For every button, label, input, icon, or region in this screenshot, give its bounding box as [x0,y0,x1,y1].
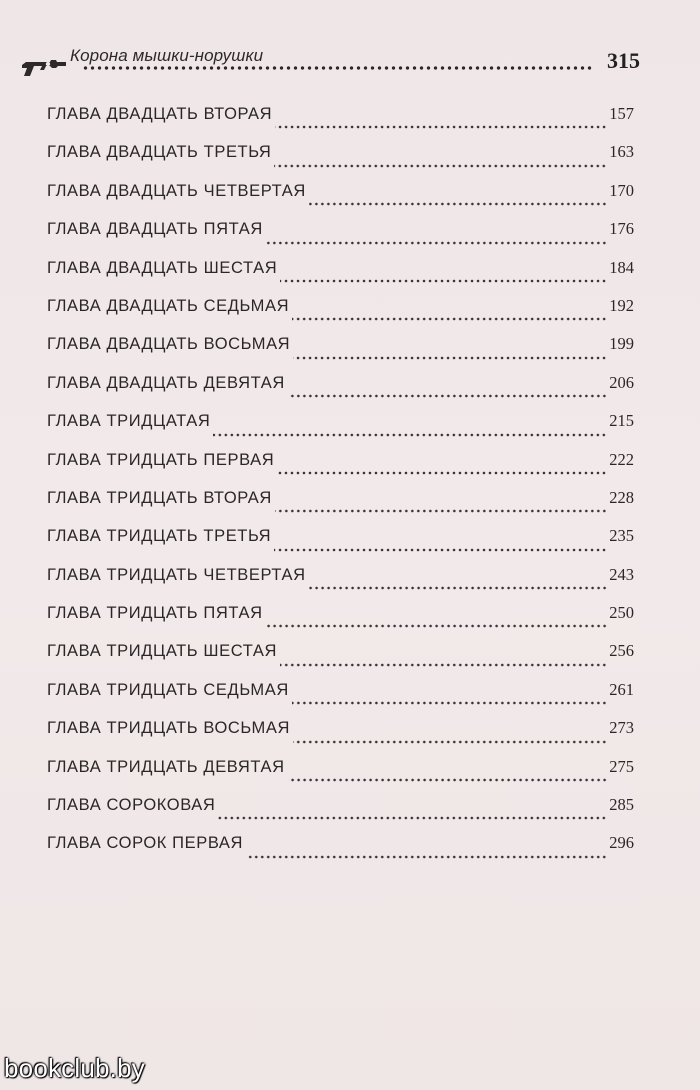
toc-entry-title: ГЛАВА ДВАДЦАТЬ ШЕСТАЯ [47,258,278,277]
toc-entry-page: 157 [609,104,634,123]
toc-entry [47,488,634,526]
toc-entry-title: ГЛАВА ТРИДЦАТЬ ВТОРАЯ [47,488,272,507]
toc-entry-title: ГЛАВА ТРИДЦАТЬ ВОСЬМАЯ [47,719,290,738]
toc-entry-title: ГЛАВА ДВАДЦАТЬ ТРЕТЬЯ [47,143,272,162]
toc-entry-page: 273 [609,718,634,738]
toc-entry-page: 199 [609,334,634,354]
toc-dot-leader [309,202,607,206]
running-title: Корона мышки-норушки [70,46,264,65]
toc-entry-title: ГЛАВА ДВАДЦАТЬ ЧЕТВЕРТАЯ [47,181,306,200]
page-number: 315 [607,48,640,73]
toc-entry [47,795,634,833]
toc-entry-title: ГЛАВА ТРИДЦАТЬ ТРЕТЬЯ [47,527,272,546]
toc-entry [47,718,634,756]
toc-entry-page: 228 [609,487,634,507]
toc-entry [47,258,634,296]
toc-entry-title: ГЛАВА ТРИДЦАТЬ ШЕСТАЯ [47,642,277,661]
toc-entry [47,104,634,142]
toc-entry-page: 170 [609,180,634,200]
toc-dot-leader [293,356,607,360]
toc-dot-leader [274,548,607,552]
table-of-contents [47,104,634,872]
toc-dot-leader [218,816,607,820]
toc-entry [47,181,634,219]
toc-dot-leader [266,241,607,245]
header-dotted-rule [82,65,592,71]
toc-dot-leader [213,433,607,437]
toc-entry-title: ГЛАВА ТРИДЦАТЬ СЕДЬМАЯ [47,680,289,699]
toc-dot-leader [292,317,607,321]
toc-entry-page: 296 [609,833,634,853]
toc-entry [47,373,634,411]
toc-entry-title: ГЛАВА СОРОКОВАЯ [47,796,216,815]
toc-entry [47,219,634,257]
toc-dot-leader [275,509,607,513]
page-header [20,44,640,80]
toc-entry [47,142,634,180]
toc-entry [47,641,634,679]
watermark: bookclub.by [4,1053,145,1083]
toc-dot-leader [288,778,608,782]
toc-entry-title: ГЛАВА ДВАДЦАТЬ ВТОРАЯ [47,105,273,123]
toc-entry-page: 261 [609,679,634,699]
toc-entry [47,565,634,603]
toc-entry-title: ГЛАВА ДВАДЦАТЬ ВОСЬМАЯ [47,335,291,354]
toc-entry [47,680,634,718]
toc-entry-page: 176 [609,219,634,239]
toc-dot-leader [280,279,607,283]
toc-entry [47,450,634,488]
toc-entry [47,526,634,564]
toc-entry-title: ГЛАВА ТРИДЦАТАЯ [47,412,211,431]
toc-entry-page: 275 [609,756,634,776]
toc-entry-page: 222 [609,449,634,469]
toc-dot-leader [274,164,607,168]
toc-entry-page: 192 [609,295,634,315]
toc-entry-page: 250 [609,603,634,623]
toc-dot-leader [293,740,607,744]
toc-dot-leader [266,624,608,628]
toc-entry [47,603,634,641]
toc-dot-leader [246,855,607,859]
toc-entry-title: ГЛАВА ДВАДЦАТЬ ДЕВЯТАЯ [47,373,285,392]
toc-entry-page: 206 [609,372,634,392]
toc-entry-page: 215 [609,411,634,431]
toc-dot-leader [280,663,607,667]
toc-entry [47,411,634,449]
toc-entry-title: ГЛАВА СОРОК ПЕРВАЯ [47,834,243,853]
toc-dot-leader [277,471,607,475]
toc-entry-title: ГЛАВА ТРИДЦАТЬ ПЕРВАЯ [47,450,275,469]
toc-dot-leader [309,586,608,590]
toc-entry [47,296,634,334]
toc-entry-title: ГЛАВА ТРИДЦАТЬ ДЕВЯТАЯ [47,757,285,776]
toc-entry-page: 256 [609,641,634,661]
toc-dot-leader [292,701,607,705]
toc-entry-title: ГЛАВА ТРИДЦАТЬ ПЯТАЯ [47,604,263,623]
toc-entry-page: 184 [609,257,634,277]
toc-dot-leader [275,125,607,129]
toc-entry-title: ГЛАВА ДВАДЦАТЬ ПЯТАЯ [47,220,263,239]
toc-entry-title: ГЛАВА ДВАДЦАТЬ СЕДЬМАЯ [47,296,290,315]
toc-entry-page: 235 [609,526,634,546]
toc-entry-page: 243 [609,564,634,584]
toc-dot-leader [288,394,607,398]
toc-entry [47,833,634,871]
toc-entry-title: ГЛАВА ТРИДЦАТЬ ЧЕТВЕРТАЯ [47,565,306,584]
toc-entry [47,334,634,372]
toc-entry-page: 285 [609,795,634,815]
toc-entry-page: 163 [609,142,634,162]
toc-entry [47,757,634,795]
